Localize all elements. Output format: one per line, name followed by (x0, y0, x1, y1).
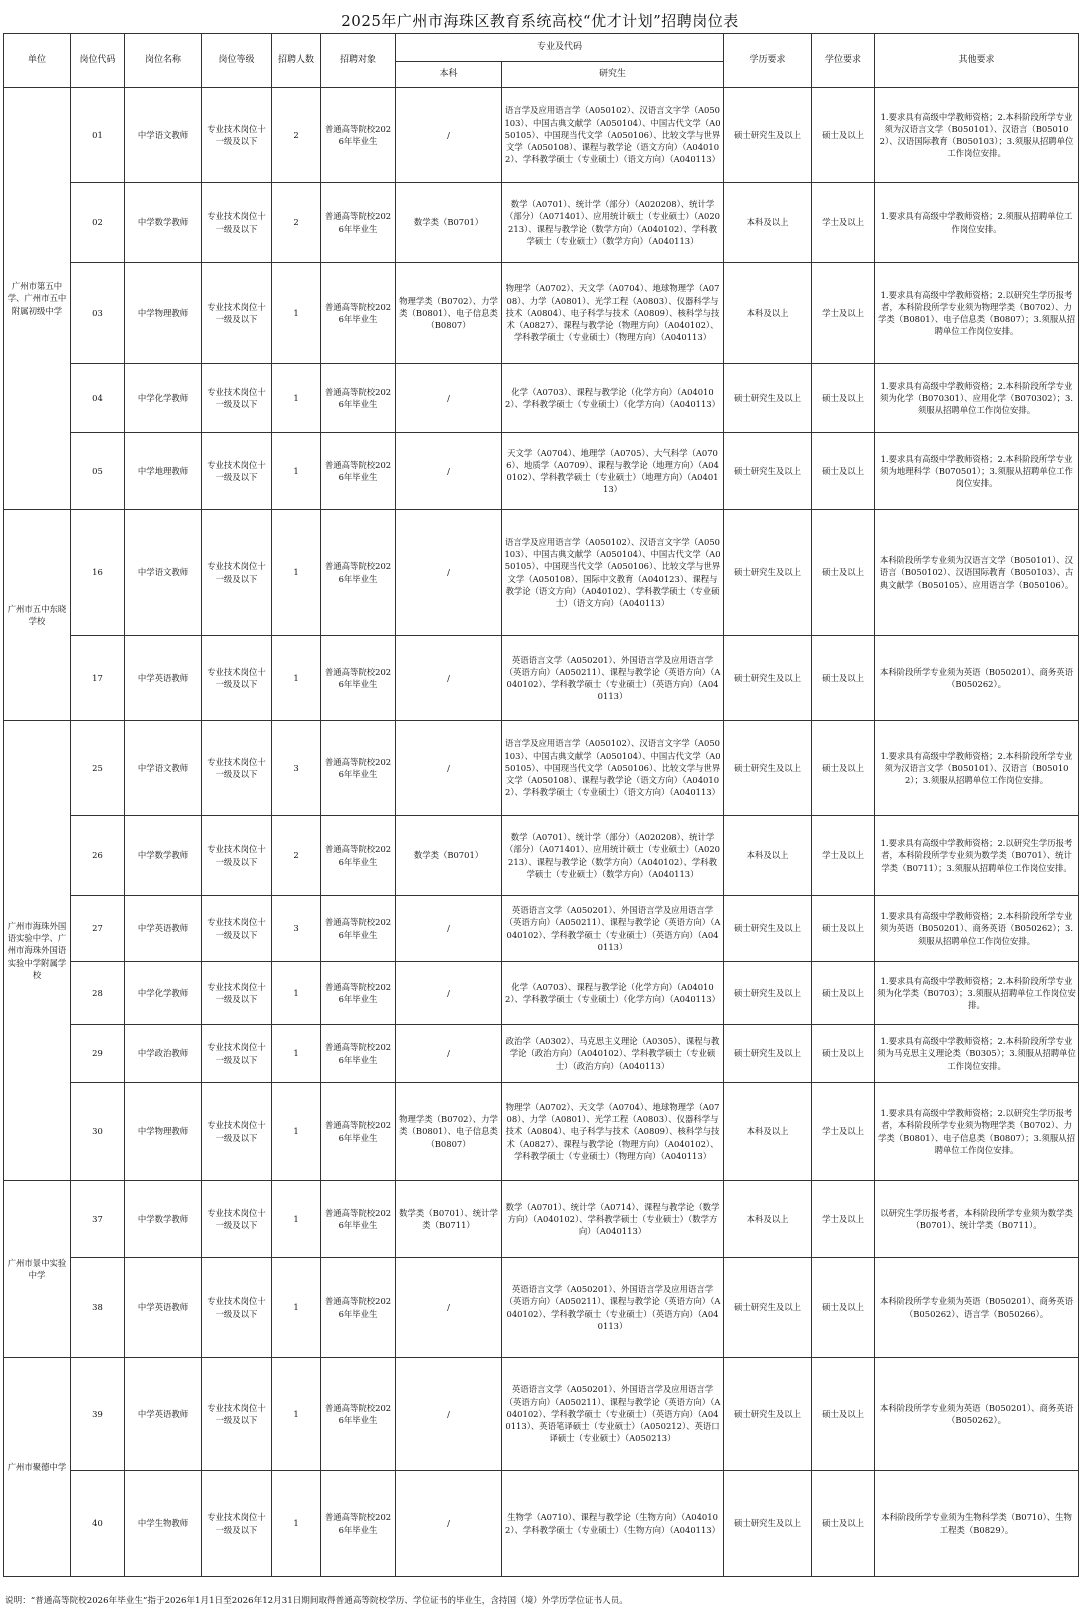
post-name: 中学数学教师 (125, 816, 202, 896)
post-name: 中学化学教师 (125, 962, 202, 1025)
post-name: 中学英语教师 (125, 1258, 202, 1358)
degree-requirement: 硕士及以上 (812, 1025, 875, 1083)
undergrad-major: 数学类（B0701） (396, 183, 502, 263)
degree-requirement: 学士及以上 (812, 183, 875, 263)
grad-major: 政治学（A0302）、马克思主义理论（A0305）、课程与教学论（政治方向）（A040102）、学科教学硕士（专业硕士）（政治方向）（A040113） (502, 1025, 724, 1083)
post-level: 专业技术岗位十一级及以下 (202, 88, 272, 183)
header-major: 专业及代码 (396, 34, 724, 62)
table-row (4, 962, 1079, 1025)
header-level: 岗位等级 (202, 34, 272, 88)
post-level: 专业技术岗位十一级及以下 (202, 183, 272, 263)
undergrad-major: / (396, 1258, 502, 1358)
other-requirement: 1.要求具有高级中学教师资格；2.本科阶段所学专业须为英语（B050201）、商务英语（B050262）；3.须服从招聘单位工作岗位安排。 (875, 896, 1079, 962)
grad-major: 物理学（A0702）、天文学（A0704）、地球物理学（A0708）、力学（A0801）、光学工程（A0803）、仪器科学与技术（A0804）、电子科学与技术（A0809）、核科学与技术（A0827）、课程与教学论（物理方向）（A040102）、学科教学硕士（专业硕士）（物理方向）（A040113） (502, 263, 724, 364)
post-target: 普通高等院校2026年毕业生 (321, 1258, 396, 1358)
edu-requirement: 硕士研究生及以上 (724, 88, 812, 183)
post-count: 3 (272, 721, 321, 816)
edu-requirement: 硕士研究生及以上 (724, 962, 812, 1025)
undergrad-major: / (396, 721, 502, 816)
post-level: 专业技术岗位十一级及以下 (202, 1358, 272, 1471)
post-target: 普通高等院校2026年毕业生 (321, 1471, 396, 1577)
post-name: 中学地理教师 (125, 433, 202, 510)
edu-requirement: 硕士研究生及以上 (724, 721, 812, 816)
table-row (4, 1083, 1079, 1181)
edu-requirement: 硕士研究生及以上 (724, 510, 812, 636)
footnote: 说明：“普通高等院校2026年毕业生”指于2026年1月1日至2026年12月31日期间取得普通高等院校学历、学位证书的毕业生，含持国（境）外学历学位证书人员。 (5, 1596, 628, 1606)
edu-requirement: 硕士研究生及以上 (724, 1471, 812, 1577)
header-grad: 研究生 (502, 62, 724, 88)
post-name: 中学语文教师 (125, 88, 202, 183)
post-name: 中学物理教师 (125, 1083, 202, 1181)
other-requirement: 本科阶段所学专业须为汉语言文学（B050101）、汉语言（B050102）、汉语国际教育（B050103）、古典文献学（B050105）、应用语言学（B050106）。 (875, 510, 1079, 636)
table-row (4, 816, 1079, 896)
post-code: 37 (71, 1181, 125, 1258)
post-name: 中学政治教师 (125, 1025, 202, 1083)
post-level: 专业技术岗位十一级及以下 (202, 1181, 272, 1258)
unit-cell: 广州市海珠外国语实验中学、广州市海珠外国语实验中学附属学校 (4, 721, 71, 1181)
grad-major: 语言学及应用语言学（A050102）、汉语言文字学（A050103）、中国古典文献学（A050104）、中国古代文学（A050105）、中国现当代文学（A050106）、比较文学与世界文学（A050108）、国际中文教育（A040123）、课程与教学论（语文方向）（A040102）、学科教学硕士（专业硕士）（语文方向）（A040113） (502, 510, 724, 636)
table-row (4, 1358, 1079, 1471)
post-code: 40 (71, 1471, 125, 1577)
degree-requirement: 硕士及以上 (812, 1358, 875, 1471)
header-code: 岗位代码 (71, 34, 125, 88)
table-row (4, 364, 1079, 433)
post-code: 26 (71, 816, 125, 896)
degree-requirement: 硕士及以上 (812, 962, 875, 1025)
post-name: 中学物理教师 (125, 263, 202, 364)
table-row (4, 896, 1079, 962)
post-count: 1 (272, 1471, 321, 1577)
post-target: 普通高等院校2026年毕业生 (321, 636, 396, 721)
post-code: 30 (71, 1083, 125, 1181)
post-target: 普通高等院校2026年毕业生 (321, 183, 396, 263)
post-target: 普通高等院校2026年毕业生 (321, 510, 396, 636)
undergrad-major: 数学类（B0701）、统计学类（B0711） (396, 1181, 502, 1258)
table-row (4, 183, 1079, 263)
other-requirement: 以研究生学历报考者，本科阶段所学专业须为数学类（B0701）、统计学类（B0711）。 (875, 1181, 1079, 1258)
grad-major: 生物学（A0710）、课程与教学论（生物方向）（A040102）、学科教学硕士（专业硕士）（生物方向）（A040113） (502, 1471, 724, 1577)
post-name: 中学生物教师 (125, 1471, 202, 1577)
degree-requirement: 学士及以上 (812, 263, 875, 364)
edu-requirement: 硕士研究生及以上 (724, 1025, 812, 1083)
post-code: 04 (71, 364, 125, 433)
degree-requirement: 学士及以上 (812, 816, 875, 896)
post-count: 1 (272, 1025, 321, 1083)
header-degree: 学位要求 (812, 34, 875, 88)
post-count: 1 (272, 510, 321, 636)
other-requirement: 1.要求具有高级中学教师资格；2.本科阶段所学专业须为化学类（B0703）；3.须服从招聘单位工作岗位安排。 (875, 962, 1079, 1025)
post-code: 39 (71, 1358, 125, 1471)
header-other: 其他要求 (875, 34, 1079, 88)
other-requirement: 1.要求具有高级中学教师资格；2.本科阶段所学专业须为汉语言文学（B050101）、汉语言（B050102）、汉语国际教育（B050103）；3.须服从招聘单位工作岗位安排。 (875, 88, 1079, 183)
post-count: 2 (272, 183, 321, 263)
unit-cell: 广州市五中东晓学校 (4, 510, 71, 721)
degree-requirement: 硕士及以上 (812, 510, 875, 636)
undergrad-major: / (396, 510, 502, 636)
post-name: 中学数学教师 (125, 183, 202, 263)
undergrad-major: / (396, 1471, 502, 1577)
other-requirement: 1.要求具有高级中学教师资格；2.以研究生学历报考者，本科阶段所学专业须为数学类（B0701）、统计学类（B0711）；3.须服从招聘单位工作岗位安排。 (875, 816, 1079, 896)
post-level: 专业技术岗位十一级及以下 (202, 1258, 272, 1358)
grad-major: 化学（A0703）、课程与教学论（化学方向）（A040102）、学科教学硕士（专业硕士）（化学方向）（A040113） (502, 364, 724, 433)
edu-requirement: 硕士研究生及以上 (724, 636, 812, 721)
other-requirement: 1.要求具有高级中学教师资格；2.本科阶段所学专业须为化学（B070301）、应用化学（B070302）；3.须服从招聘单位工作岗位安排。 (875, 364, 1079, 433)
post-code: 28 (71, 962, 125, 1025)
edu-requirement: 硕士研究生及以上 (724, 433, 812, 510)
grad-major: 天文学（A0704）、地理学（A0705）、大气科学（A0706）、地质学（A0709）、课程与教学论（地理方向）（A040102）、学科教学硕士（专业硕士）（地理方向）（A040113） (502, 433, 724, 510)
grad-major: 英语语言文学（A050201）、外国语言学及应用语言学（英语方向）（A050211）、课程与教学论（英语方向）（A040102）、学科教学硕士（专业硕士）（英语方向）（A040113） (502, 1258, 724, 1358)
degree-requirement: 学士及以上 (812, 1181, 875, 1258)
post-level: 专业技术岗位十一级及以下 (202, 896, 272, 962)
post-target: 普通高等院校2026年毕业生 (321, 263, 396, 364)
post-level: 专业技术岗位十一级及以下 (202, 1025, 272, 1083)
header-name: 岗位名称 (125, 34, 202, 88)
table-row (4, 510, 1079, 636)
table-row (4, 636, 1079, 721)
degree-requirement: 硕士及以上 (812, 636, 875, 721)
post-code: 16 (71, 510, 125, 636)
post-code: 03 (71, 263, 125, 364)
undergrad-major: / (396, 88, 502, 183)
post-name: 中学语文教师 (125, 510, 202, 636)
post-count: 1 (272, 1181, 321, 1258)
post-target: 普通高等院校2026年毕业生 (321, 1025, 396, 1083)
undergrad-major: / (396, 433, 502, 510)
other-requirement: 1.要求具有高级中学教师资格；2.本科阶段所学专业须为地理科学（B070501）；3.须服从招聘单位工作岗位安排。 (875, 433, 1079, 510)
degree-requirement: 硕士及以上 (812, 433, 875, 510)
other-requirement: 1.要求具有高级中学教师资格；2.以研究生学历报考者，本科阶段所学专业须为物理学类（B0702）、力学类（B0801）、电子信息类（B0807）；3.须服从招聘单位工作岗位安排。 (875, 263, 1079, 364)
post-name: 中学语文教师 (125, 721, 202, 816)
post-code: 02 (71, 183, 125, 263)
post-name: 中学英语教师 (125, 896, 202, 962)
post-target: 普通高等院校2026年毕业生 (321, 816, 396, 896)
post-count: 1 (272, 364, 321, 433)
post-count: 3 (272, 896, 321, 962)
post-code: 38 (71, 1258, 125, 1358)
degree-requirement: 硕士及以上 (812, 896, 875, 962)
edu-requirement: 硕士研究生及以上 (724, 1358, 812, 1471)
table-row (4, 1471, 1079, 1577)
grad-major: 语言学及应用语言学（A050102）、汉语言文字学（A050103）、中国古典文献学（A050104）、中国古代文学（A050105）、中国现当代文学（A050106）、比较文学与世界文学（A050108）、课程与教学论（语文方向）（A040102）、学科教学硕士（专业硕士）（语文方向）（A040113） (502, 721, 724, 816)
post-count: 1 (272, 433, 321, 510)
degree-requirement: 硕士及以上 (812, 88, 875, 183)
post-count: 1 (272, 1083, 321, 1181)
post-count: 1 (272, 263, 321, 364)
post-level: 专业技术岗位十一级及以下 (202, 1471, 272, 1577)
grad-major: 数学（A0701）、统计学（A0714）、课程与教学论（数学方向）（A040102）、学科教学硕士（专业硕士）（数学方向）（A040113） (502, 1181, 724, 1258)
post-name: 中学英语教师 (125, 1358, 202, 1471)
post-count: 2 (272, 816, 321, 896)
table-row (4, 263, 1079, 364)
post-code: 25 (71, 721, 125, 816)
post-target: 普通高等院校2026年毕业生 (321, 1181, 396, 1258)
post-target: 普通高等院校2026年毕业生 (321, 88, 396, 183)
unit-cell: 广州市第五中学、广州市五中附属初级中学 (4, 88, 71, 510)
grad-major: 化学（A0703）、课程与教学论（化学方向）（A040102）、学科教学硕士（专业硕士）（化学方向）（A040113） (502, 962, 724, 1025)
other-requirement: 本科阶段所学专业须为英语（B050201）、商务英语（B050262）、语言学（B050266）。 (875, 1258, 1079, 1358)
unit-cell: 广州市聚德中学 (4, 1358, 71, 1577)
grad-major: 数学（A0701）、统计学（部分）（A020208）、统计学（部分）（A071401）、应用统计硕士（专业硕士）（A020213）、课程与教学论（数学方向）（A040102）、学科教学硕士（专业硕士）（数学方向）（A040113） (502, 183, 724, 263)
undergrad-major: 数学类（B0701） (396, 816, 502, 896)
edu-requirement: 本科及以上 (724, 1181, 812, 1258)
post-code: 27 (71, 896, 125, 962)
post-count: 2 (272, 88, 321, 183)
post-level: 专业技术岗位十一级及以下 (202, 721, 272, 816)
post-target: 普通高等院校2026年毕业生 (321, 721, 396, 816)
undergrad-major: 物理学类（B0702）、力学类（B0801）、电子信息类（B0807） (396, 1083, 502, 1181)
post-level: 专业技术岗位十一级及以下 (202, 433, 272, 510)
grad-major: 物理学（A0702）、天文学（A0704）、地球物理学（A0708）、力学（A0801）、光学工程（A0803）、仪器科学与技术（A0804）、电子科学与技术（A0809）、核科学与技术（A0827）、课程与教学论（物理方向）（A040102）、学科教学硕士（专业硕士）（物理方向）（A040113） (502, 1083, 724, 1181)
recruitment-table (3, 33, 1079, 1577)
post-target: 普通高等院校2026年毕业生 (321, 433, 396, 510)
edu-requirement: 本科及以上 (724, 263, 812, 364)
edu-requirement: 硕士研究生及以上 (724, 896, 812, 962)
post-code: 17 (71, 636, 125, 721)
grad-major: 英语语言文学（A050201）、外国语言学及应用语言学（英语方向）（A050211）、课程与教学论（英语方向）（A040102）、学科教学硕士（专业硕士）（英语方向）（A040113） (502, 896, 724, 962)
post-target: 普通高等院校2026年毕业生 (321, 896, 396, 962)
undergrad-major: / (396, 636, 502, 721)
undergrad-major: 物理学类（B0702）、力学类（B0801）、电子信息类（B0807） (396, 263, 502, 364)
degree-requirement: 硕士及以上 (812, 364, 875, 433)
other-requirement: 1.要求具有高级中学教师资格；2.以研究生学历报考者，本科阶段所学专业须为物理学类（B0702）、力学类（B0801）、电子信息类（B0807）；3.须服从招聘单位工作岗位安排。 (875, 1083, 1079, 1181)
post-level: 专业技术岗位十一级及以下 (202, 510, 272, 636)
post-code: 29 (71, 1025, 125, 1083)
header-target: 招聘对象 (321, 34, 396, 88)
header-unit: 单位 (4, 34, 71, 88)
post-level: 专业技术岗位十一级及以下 (202, 962, 272, 1025)
post-count: 1 (272, 1258, 321, 1358)
edu-requirement: 本科及以上 (724, 816, 812, 896)
grad-major: 英语语言文学（A050201）、外国语言学及应用语言学（英语方向）（A050211）、课程与教学论（英语方向）（A040102）、学科教学硕士（专业硕士）（英语方向）（A040113）、英语笔译硕士（专业硕士）（A050212）、英语口译硕士（专业硕士）（A050213） (502, 1358, 724, 1471)
post-level: 专业技术岗位十一级及以下 (202, 636, 272, 721)
degree-requirement: 硕士及以上 (812, 1258, 875, 1358)
edu-requirement: 硕士研究生及以上 (724, 364, 812, 433)
table-row (4, 721, 1079, 816)
degree-requirement: 硕士及以上 (812, 1471, 875, 1577)
post-target: 普通高等院校2026年毕业生 (321, 1083, 396, 1181)
post-level: 专业技术岗位十一级及以下 (202, 364, 272, 433)
post-level: 专业技术岗位十一级及以下 (202, 1083, 272, 1181)
post-target: 普通高等院校2026年毕业生 (321, 1358, 396, 1471)
table-row (4, 1181, 1079, 1258)
post-count: 1 (272, 636, 321, 721)
post-level: 专业技术岗位十一级及以下 (202, 263, 272, 364)
post-code: 01 (71, 88, 125, 183)
post-count: 1 (272, 962, 321, 1025)
other-requirement: 1.要求具有高级中学教师资格；2.须服从招聘单位工作岗位安排。 (875, 183, 1079, 263)
post-target: 普通高等院校2026年毕业生 (321, 364, 396, 433)
header-edu: 学历要求 (724, 34, 812, 88)
page-title: 2025年广州市海珠区教育系统高校“优才计划”招聘岗位表 (341, 12, 739, 30)
header-undergrad: 本科 (396, 62, 502, 88)
header-count: 招聘人数 (272, 34, 321, 88)
undergrad-major: / (396, 962, 502, 1025)
table-row (4, 88, 1079, 183)
post-name: 中学英语教师 (125, 636, 202, 721)
edu-requirement: 本科及以上 (724, 1083, 812, 1181)
table-row (4, 1258, 1079, 1358)
grad-major: 语言学及应用语言学（A050102）、汉语言文字学（A050103）、中国古典文献学（A050104）、中国古代文学（A050105）、中国现当代文学（A050106）、比较文学与世界文学（A050108）、课程与教学论（语文方向）（A040102）、学科教学硕士（专业硕士）（语文方向）（A040113） (502, 88, 724, 183)
undergrad-major: / (396, 1025, 502, 1083)
grad-major: 英语语言文学（A050201）、外国语言学及应用语言学（英语方向）（A050211）、课程与教学论（英语方向）（A040102）、学科教学硕士（专业硕士）（英语方向）（A040113） (502, 636, 724, 721)
post-code: 05 (71, 433, 125, 510)
undergrad-major: / (396, 364, 502, 433)
grad-major: 数学（A0701）、统计学（部分）（A020208）、统计学（部分）（A071401）、应用统计硕士（专业硕士）（A020213）、课程与教学论（数学方向）（A040102）、学科教学硕士（专业硕士）（数学方向）（A040113） (502, 816, 724, 896)
other-requirement: 本科阶段所学专业须为英语（B050201）、商务英语（B050262）。 (875, 1358, 1079, 1471)
other-requirement: 本科阶段所学专业须为生物科学类（B0710）、生物工程类（B0829）。 (875, 1471, 1079, 1577)
edu-requirement: 硕士研究生及以上 (724, 1258, 812, 1358)
unit-cell: 广州市景中实验中学 (4, 1181, 71, 1358)
edu-requirement: 本科及以上 (724, 183, 812, 263)
table-row (4, 1025, 1079, 1083)
table-row (4, 433, 1079, 510)
post-level: 专业技术岗位十一级及以下 (202, 816, 272, 896)
undergrad-major: / (396, 896, 502, 962)
post-name: 中学化学教师 (125, 364, 202, 433)
other-requirement: 1.要求具有高级中学教师资格；2.本科阶段所学专业须为汉语言文学（B050101）、汉语言（B050102）；3.须服从招聘单位工作岗位安排。 (875, 721, 1079, 816)
undergrad-major: / (396, 1358, 502, 1471)
degree-requirement: 硕士及以上 (812, 721, 875, 816)
post-name: 中学数学教师 (125, 1181, 202, 1258)
post-count: 1 (272, 1358, 321, 1471)
degree-requirement: 学士及以上 (812, 1083, 875, 1181)
post-target: 普通高等院校2026年毕业生 (321, 962, 396, 1025)
other-requirement: 本科阶段所学专业须为英语（B050201）、商务英语（B050262）。 (875, 636, 1079, 721)
other-requirement: 1.要求具有高级中学教师资格；2.本科阶段所学专业须为马克思主义理论类（B0305）；3.须服从招聘单位工作岗位安排。 (875, 1025, 1079, 1083)
